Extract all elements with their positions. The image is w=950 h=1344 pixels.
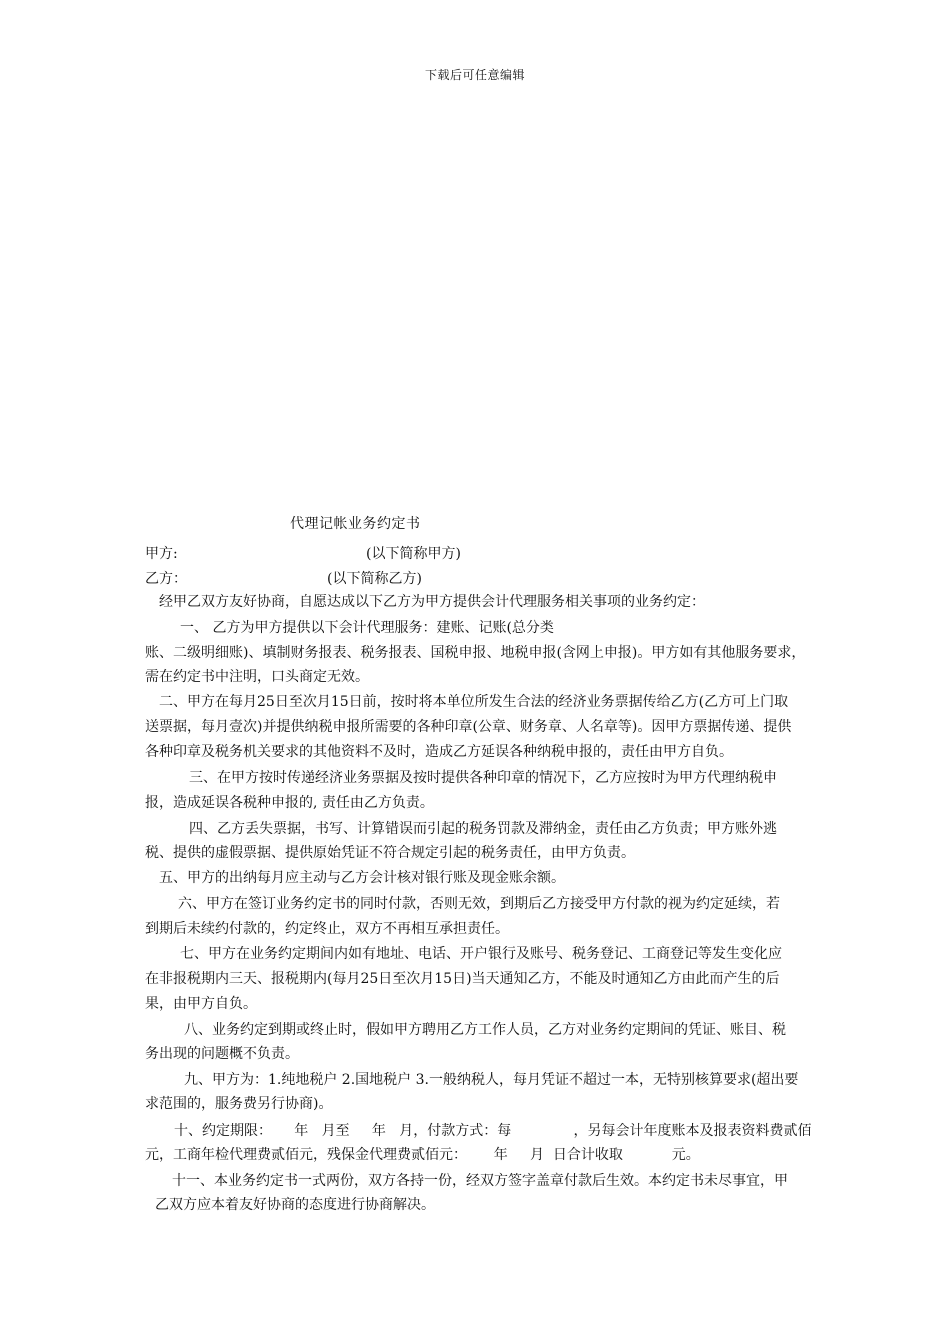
clause-4-line-2: 税、提供的虚假票据、提供原始凭证不符合规定引起的税务责任，由甲方负责。 (145, 845, 635, 861)
clause-9-line-2: 求范围的，服务费另行协商)。 (145, 1096, 333, 1112)
clause-7-line-3: 果，由甲方自负。 (145, 996, 257, 1012)
clause-5-line-1: 五、甲方的出纳每月应主动与乙方会计核对银行账及现金账余额。 (159, 870, 565, 886)
clause-2-line-3: 各种印章及税务机关要求的其他资料不及时，造成乙方延误各种纳税申报的，责任由甲方自负。 (145, 744, 733, 760)
clause-2-line-2: 送票据，每月壹次)并提供纳税申报所需要的各种印章(公章、财务章、人名章等)。因甲方票据传递、提供 (145, 719, 792, 735)
party-b-note: (以下简称乙方) (327, 571, 422, 587)
intro-paragraph: 经甲乙双方友好协商，自愿达成以下乙方为甲方提供会计代理服务相关事项的业务约定： (159, 594, 705, 610)
party-b-label: 乙方： (145, 571, 187, 587)
clause-8-line-1: 八、业务约定到期或终止时，假如甲方聘用乙方工作人员，乙方对业务约定期间的凭证、账目、税 (184, 1022, 786, 1038)
clause-3-line-1: 三、在甲方按时传递经济业务票据及按时提供各种印章的情况下，乙方应按时为甲方代理纳税申 (189, 770, 777, 786)
clause-10-line-2: 元，工商年检代理费贰佰元，残保金代理费贰佰元： 年 月 日合计收取 元。 (145, 1147, 700, 1163)
clause-1-line-2: 账、二级明细账)、填制财务报表、税务报表、国税申报、地税申报(含网上申报)。甲方如有其他服务要求， (145, 645, 806, 661)
clause-4-line-1: 四、乙方丢失票据，书写、计算错误而引起的税务罚款及滞纳金，责任由乙方负责；甲方账外逃 (189, 821, 777, 837)
page-header: 下载后可任意编辑 (424, 68, 525, 82)
clause-3-line-2: 报，造成延误各税种申报的, 责任由乙方负责。 (145, 795, 434, 811)
clause-6-line-1: 六、甲方在签订业务约定书的同时付款，否则无效，到期后乙方接受甲方付款的视为约定延续，若 (178, 896, 780, 912)
clause-11-line-1: 十一、本业务约定书一式两份，双方各持一份，经双方签字盖章付款后生效。本约定书未尽事宜，甲 (172, 1173, 788, 1189)
clause-2-line-1: 二、甲方在每月25日至次月15日前，按时将本单位所发生合法的经济业务票据传给乙方(乙方可上门取 (159, 694, 789, 710)
party-a-note: (以下简称甲方) (366, 546, 461, 562)
clause-8-line-2: 务出现的问题概不负责。 (145, 1046, 299, 1062)
document-title: 代理记帐业务约定书 (290, 516, 421, 532)
clause-1-line-3: 需在约定书中注明，口头商定无效。 (145, 669, 369, 685)
clause-10-line-1: 十、约定期限： 年 月至 年 月，付款方式：每 ，另每会计年度账本及报表资料费贰佰 (174, 1123, 812, 1139)
clause-11-line-2: 乙双方应本着友好协商的态度进行协商解决。 (155, 1197, 435, 1213)
clause-7-line-2: 在非报税期内三天、报税期内(每月25日至次月15日)当天通知乙方，不能及时通知乙方由此而产生的后 (145, 971, 780, 987)
clause-7-line-1: 七、甲方在业务约定期间内如有地址、电话、开户银行及账号、税务登记、工商登记等发生变化应 (180, 946, 782, 962)
clause-6-line-2: 到期后未续约付款的，约定终止，双方不再相互承担责任。 (145, 921, 509, 937)
clause-9-line-1: 九、甲方为：1.纯地税户 2.国地税户 3.一般纳税人，每月凭证不超过一本，无特别核算要求(超出要 (184, 1072, 799, 1088)
clause-1-line-1: 一、 乙方为甲方提供以下会计代理服务：建账、记账(总分类 (180, 620, 554, 636)
party-a-label: 甲方: (145, 546, 178, 562)
